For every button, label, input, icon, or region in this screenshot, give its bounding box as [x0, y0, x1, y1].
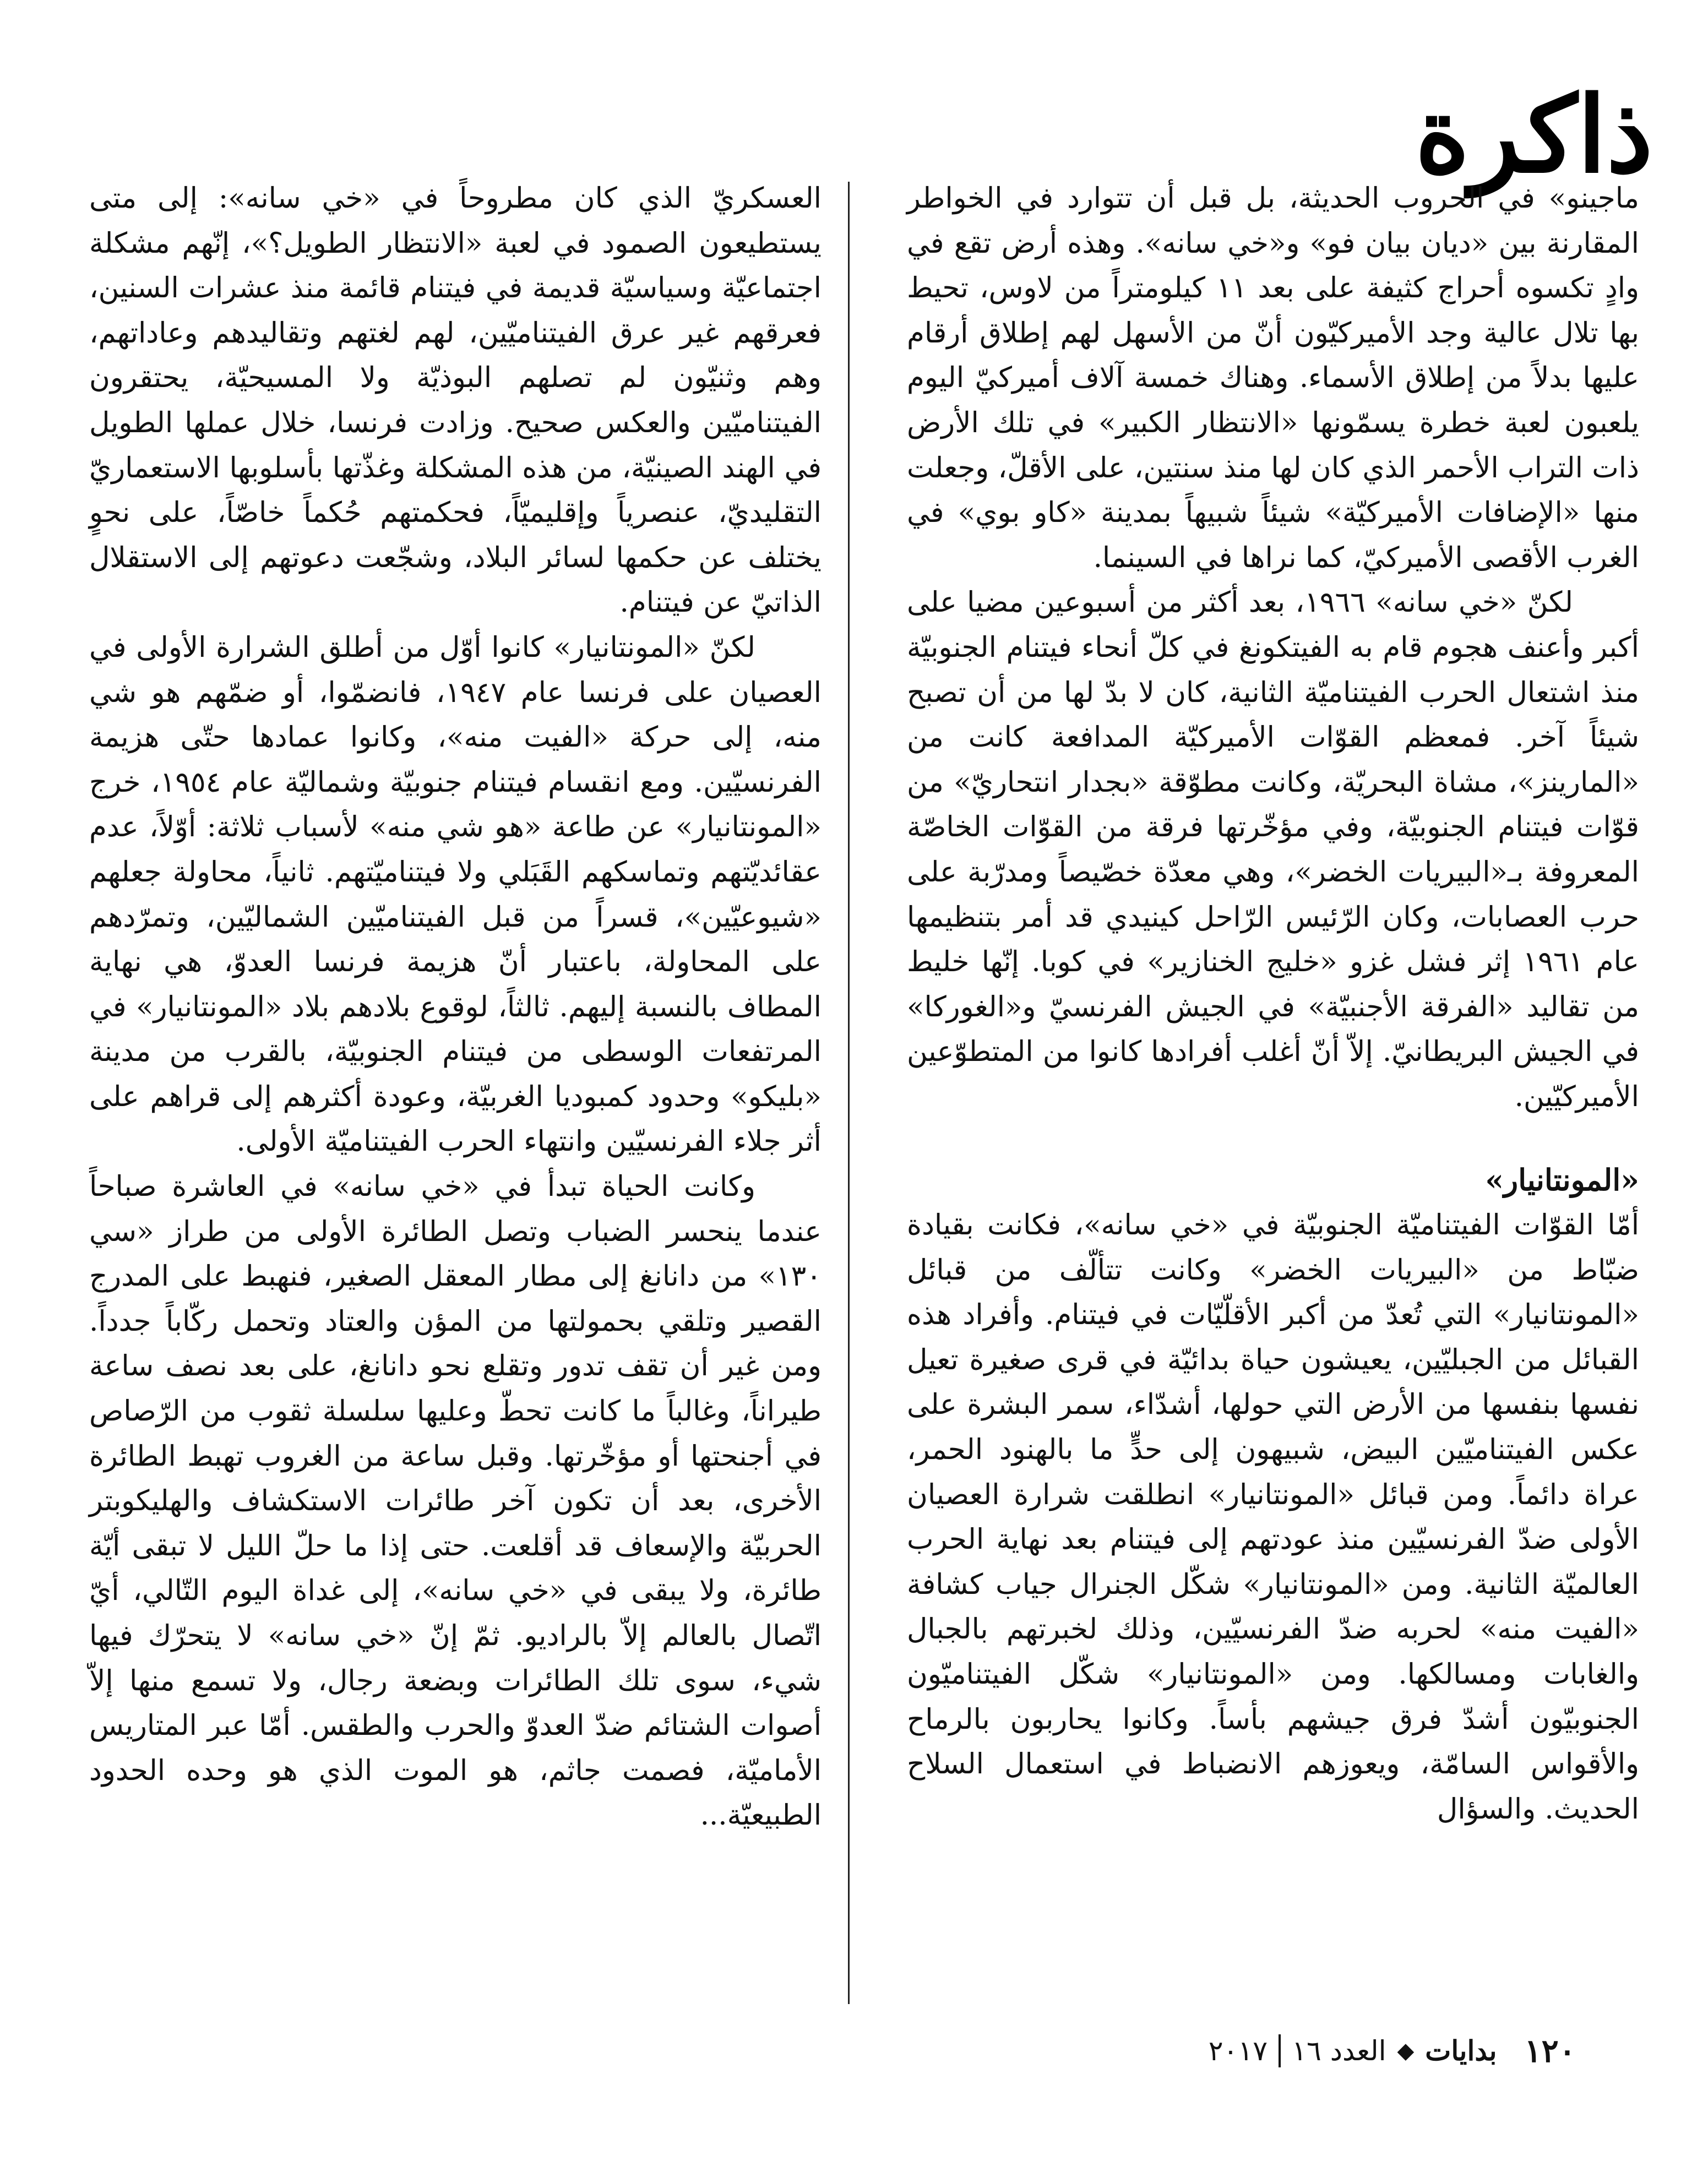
section-title: ذاكرة: [1415, 73, 1653, 196]
column-divider: [848, 182, 850, 2004]
paragraph: العسكريّ الذي كان مطروحاً في «خي سانه»: إلى متى يستطيعون الصمود في لعبة «الانتظار الطويل؟»، إنّهم مشكلة اجتماعيّة وسياسيّة قديمة في فيتنام قائمة منذ عشرات السنين، فعرقهم غير عرق الفيتناميّين، لهم لغتهم وتقاليدهم وعاداتهم، وهم وثنيّون لم تصلهم البوذيّة ولا المسيحيّة، يحتقرون الفيتناميّين والعكس صحيح. وزادت فرنسا، خلال عملها الطويل في الهند الصينيّة، من هذه المشكلة وغذّتها بأسلوبها الاستعماريّ التقليديّ، عنصرياً وإقليميّاً، فحكمتهم حُكماً خاصّاً، على نحوٍ يختلف عن حكمها لسائر البلاد، وشجّعت دعوتهم إلى الاستقلال الذاتيّ عن فيتنام.: [89, 182, 822, 619]
diamond-icon: ◆: [1397, 2038, 1415, 2064]
page-footer: [1209, 2032, 1576, 2070]
paragraph: لكنّ «المونتانيار» كانوا أوّل من أطلق الشرارة الأولى في العصيان على فرنسا عام ١٩٤٧، فانضمّوا، أو ضمّهم هو شي منه، إلى حركة «الفيت منه»، وكانوا عمادها حتّى هزيمة الفرنسيّين. ومع انقسام فيتنام جنوبيّة وشماليّة عام ١٩٥٤، خرج «المونتانيار» عن طاعة «هو شي منه» لأسباب ثلاثة: أوّلاً، عدم عقائديّتهم وتماسكهم القَبَلي ولا فيتناميّتهم. ثانياً، محاولة جعلهم «شيوعيّين»، قسراً من قبل الفيتناميّين الشماليّين، وتمرّدهم على المحاولة، باعتبار أنّ هزيمة فرنسا العدوّ، هي نهاية المطاف بالنسبة إليهم. ثالثاً، لوقوع بلادهم بلاد «المونتانيار» في المرتفعات الوسطى من فيتنام الجنوبيّة، بالقرب من مدينة «بليكو» وحدود كمبوديا الغربيّة، وعودة أكثرهم إلى قراهم على أثر جلاء الفرنسيّين وانتهاء الحرب الفيتناميّة الأولى.: [89, 630, 822, 1158]
paragraph: وكانت الحياة تبدأ في «خي سانه» في العاشرة صباحاً عندما ينحسر الضباب وتصل الطائرة الأولى من طراز «سي ١٣٠» من دانانغ إلى مطار المعقل الصغير، فنهبط على المدرج القصير وتلقي بحمولتها من المؤن والعتاد وتحمل ركّاباً جدداً. ومن غير أن تقف تدور وتقلع نحو دانانغ، على بعد نصف ساعة طيراناً، وغالباً ما كانت تحطّ وعليها سلسلة ثقوب من الرّصاص في أجنحتها أو مؤخّرتها. وقبل ساعة من الغروب تهبط الطائرة الأخرى، بعد أن تكون آخر طائرات الاستكشاف والهليكوبتر الحربيّة والإسعاف قد أقلعت. حتى إذا ما حلّ الليل لا تبقى أيّة طائرة، ولا يبقى في «خي سانه»، إلى غداة اليوم التّالي، أيّ اتّصال بالعالم إلاّ بالراديو. ثمّ إنّ «خي سانه» لا يتحرّك فيها شيء، سوى تلك الطائرات وبضعة رجال، ولا تسمع منها إلاّ أصوات الشتائم ضدّ العدوّ والحرب والطقس. أمّا عبر المتاريس الأماميّة، فصمت جاثم، هو الموت الذي هو وحده الحدود الطبيعيّة...: [89, 1170, 822, 1832]
issue-number: العدد ١٦: [1292, 2035, 1386, 2067]
magazine-name: بدايات: [1425, 2034, 1497, 2067]
paragraph: أمّا القوّات الفيتناميّة الجنوبيّة في «خي سانه»، فكانت بقيادة ضبّاط من «البيريات الخضر» وكانت تتألّف من قبائل «المونتانيار» التي تُعدّ من أكبر الأقلّيّات في فيتنام. وأفراد هذه القبائل من الجبليّين، يعيشون حياة بدائيّة في قرى صغيرة تعيل نفسها بنفسها من الأرض التي حولها، أشدّاء، سمر البشرة على عكس الفيتناميّين البيض، شبيهون إلى حدٍّ ما بالهنود الحمر، عراة دائماً. ومن قبائل «المونتانيار» انطلقت شرارة العصيان الأولى ضدّ الفرنسيّين منذ عودتهم إلى فيتنام بعد نهاية الحرب العالميّة الثانية. ومن «المونتانيار» شكّل الجنرال جياب كشافة «الفيت منه» لحربه ضدّ الفرنسيّين، وذلك لخبرتهم بالجبال والغابات ومسالكها. ومن «المونتانيار» شكّل الفيتناميّون الجنوبيّون أشدّ فرق جيشهم بأساً. وكانوا يحاربون بالرماح والأقواس السامّة، ويعوزهم الانضباط في استعمال السلاح الحديث. والسؤال: [907, 1208, 1639, 1826]
right-column: [907, 176, 1639, 1832]
issue-year: ٢٠١٧: [1208, 2035, 1268, 2067]
footer-divider: [1279, 2034, 1281, 2067]
section-spacer: [907, 1119, 1639, 1158]
paragraph: ماجينو» في الحروب الحديثة، بل قبل أن تتوارد في الخواطر المقارنة بين «ديان بيان فو» و«خي سانه». وهذه أرض تقع في وادٍ تكسوه أحراج كثيفة على بعد ١١ كيلومتراً من لاوس، تحيط بها تلال عالية وجد الأميركيّون أنّ من الأسهل لهم إطلاق أرقام عليها بدلاً من إطلاق الأسماء. وهناك خمسة آلاف أميركيّ اليوم يلعبون لعبة خطرة يسمّونها «الانتظار الكبير» في تلك الأرض ذات التراب الأحمر الذي كان لها منذ سنتين، على الأقلّ، وجعلت منها «الإضافات الأميركيّة» شيئاً شبيهاً بمدينة «كاو بوي» في الغرب الأقصى الأميركيّ، كما نراها في السينما.: [907, 182, 1639, 574]
paragraph: لكنّ «خي سانه» ١٩٦٦، بعد أكثر من أسبوعين مضيا على أكبر وأعنف هجوم قام به الفيتكونغ في كلّ أنحاء فيتنام الجنوبيّة منذ اشتعال الحرب الفيتناميّة الثانية، كان لا بدّ لها من أن تصبح شيئاً آخر. فمعظم القوّات الأميركيّة المدافعة كانت من «المارينز»، مشاة البحريّة، وكانت مطوّقة «بجدار انتحاريّ» من قوّات فيتنام الجنوبيّة، وفي مؤخّرتها فرقة من القوّات الخاصّة المعروفة بـ«البيريات الخضر»، وهي معدّة خصّيصاً ومدرّبة على حرب العصابات، وكان الرّئيس الرّاحل كينيدي قد أمر بتنظيمها عام ١٩٦١ إثر فشل غزو «خليج الخنازير» في كوبا. إنّها خليط من تقاليد «الفرقة الأجنبيّة» في الجيش الفرنسيّ و«الغوركا» في الجيش البريطانيّ. إلاّ أنّ أغلب أفرادها كانوا من المتطوّعين الأميركيّين.: [907, 586, 1639, 1113]
page-number: ١٢٠: [1524, 2032, 1576, 2070]
section-heading: «المونتانيار»: [1485, 1162, 1639, 1198]
left-column: [89, 176, 822, 1838]
